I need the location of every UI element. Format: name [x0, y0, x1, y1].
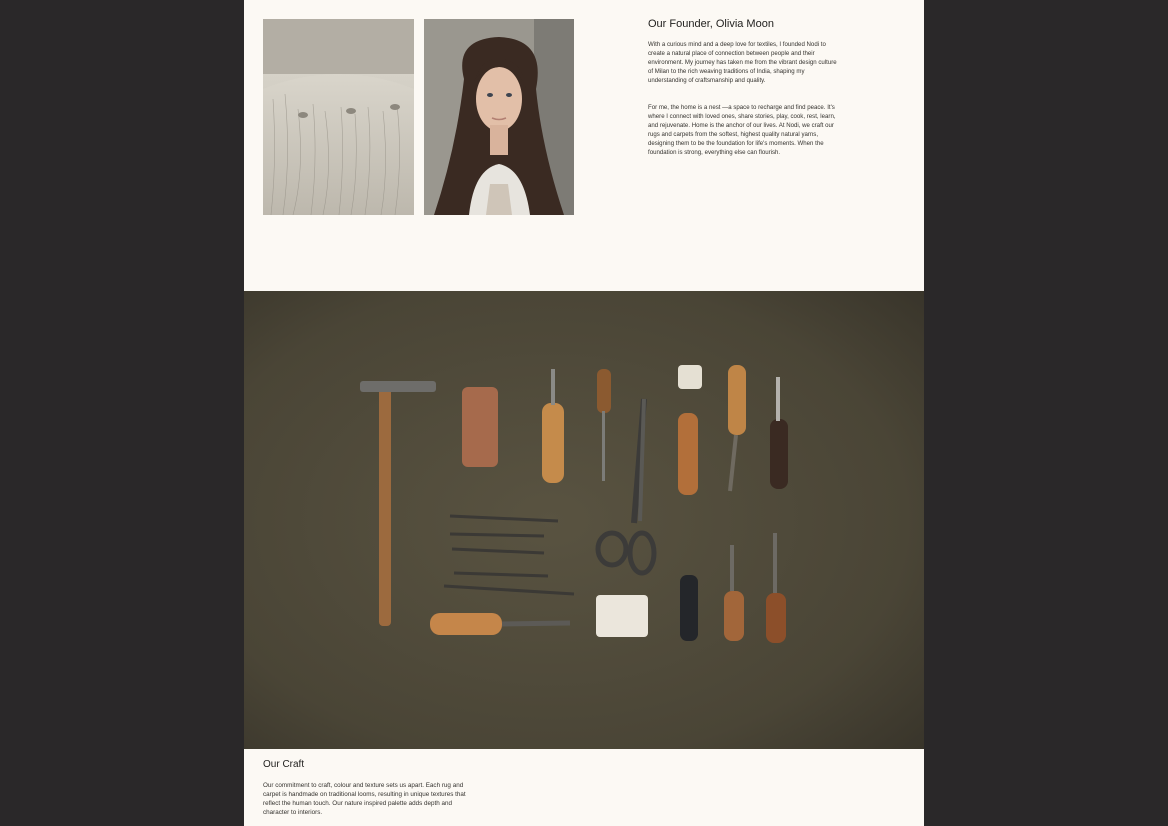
craft-paragraph: Our commitment to craft, colour and texture sets us apart. Each rug and carpet is handmade on traditional looms, resulting in unique textures that reflect the human touch. Our nature inspired palette adds depth and character to interiors. — [263, 782, 466, 816]
founder-heading: Our Founder, Olivia Moon — [648, 18, 774, 30]
craft-heading: Our Craft — [263, 759, 305, 770]
founder-paragraph-2: For me, the home is a nest —a space to recharge and find peace. It's where I connect with loved ones, share stories, play, cook, rest, learn, and rejuvenate. Home is the anchor of our lives. At Nodi, we craft our rugs and carpets from the softest, highest quality natural yarns, designing them to be the foundation for life's moments. When the foundation is strong, everything else can flourish. — [648, 104, 836, 156]
catalog-page — [244, 0, 924, 826]
yarn-photo — [263, 19, 414, 215]
founder-portrait-photo — [424, 19, 574, 215]
founder-paragraph-1: With a curious mind and a deep love for textiles, I founded Nodi to create a natural place of connection between people and their environment. My journey has taken me from the vibrant design culture of Milan to the rich weaving traditions of India, shaping my understanding of craftsmanship and quality. — [648, 41, 837, 84]
craft-tools-photo — [244, 291, 924, 749]
